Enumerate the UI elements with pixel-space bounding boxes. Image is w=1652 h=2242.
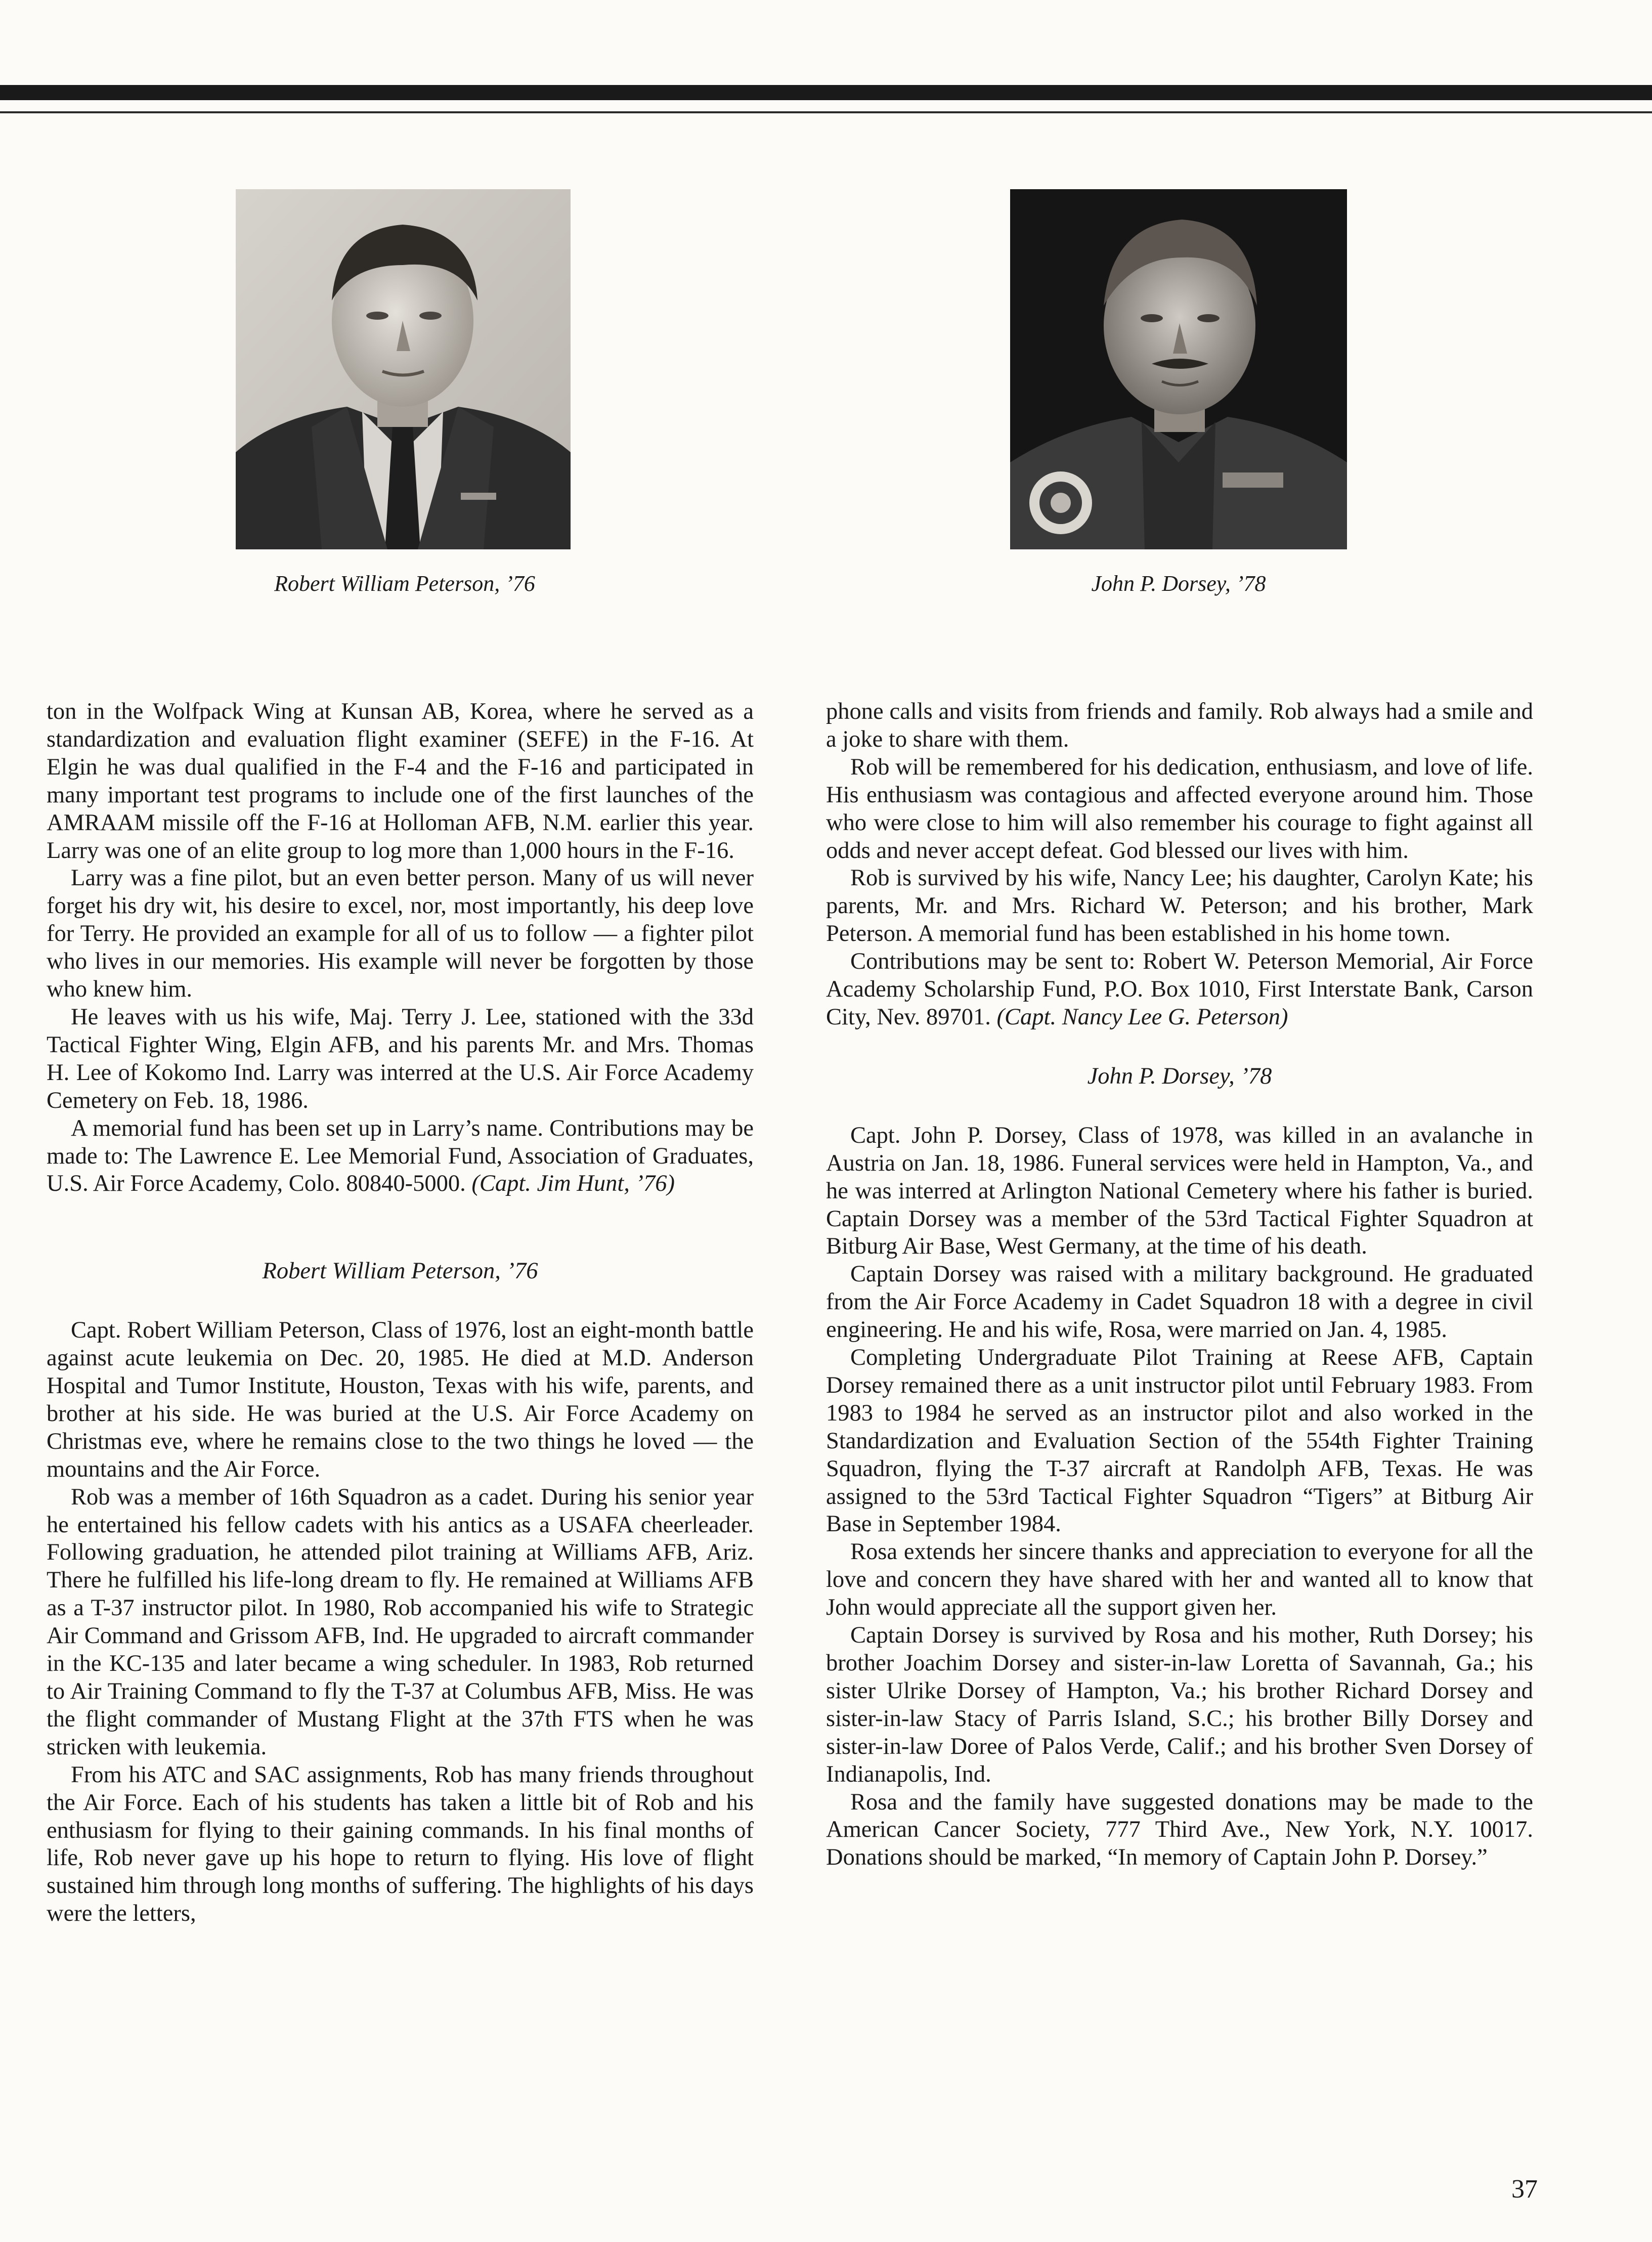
peterson-author-signature: (Capt. Nancy Lee G. Peterson) xyxy=(996,1004,1288,1030)
peterson-memorial-text: Contributions may be sent to: Robert W. Peterson Memorial, Air Force Academy Scholarship Fund, P.O. Box 1010, First Interstate Bank, Carson City, Nev. 89701. xyxy=(826,948,1533,1030)
top-rule-thin xyxy=(0,111,1652,113)
right-column xyxy=(826,698,1533,1872)
lee-obituary-paragraph: ton in the Wolfpack Wing at Kunsan AB, Korea, where he served as a standardization and evaluation flight examiner (SEFE) in the F-16. At Elgin he was dual qualified in the F-4 and the F-16 and participated in many important test programs to include one of the first launches of the AMRAAM missile off the F-16 at Holloman AFB, N.M. earlier this year. Larry was one of an elite group to log more than 1,000 hours in the F-16. xyxy=(47,699,754,864)
photo-caption-peterson: Robert William Peterson, ’76 xyxy=(274,571,535,596)
obituary-heading-peterson: Robert William Peterson, ’76 xyxy=(262,1258,538,1284)
portrait-photo-dorsey xyxy=(1010,189,1347,549)
lee-obituary-paragraph xyxy=(47,1115,754,1198)
peterson-obituary-paragraph: From his ATC and SAC assignments, Rob has many friends throughout the Air Force. Each of his students has taken a little bit of Rob and his enthusiasm for flying to their gaining commands. In his final months of life, Rob never gave up his hope to return to flying. His love of flight sustained him through long months of suffering. The highlights of his days were the letters, xyxy=(47,1761,754,1927)
dorsey-obituary-paragraph: Captain Dorsey is survived by Rosa and his mother, Ruth Dorsey; his brother Joachim Dorsey and sister-in-law Loretta of Savannah, Ga.; his sister Ulrike Dorsey of Hampton, Va.; his brother Richard Dorsey and sister-in-law Stacy of Parris Island, S.C.; his brother Billy Dorsey and sister-in-law Doree of Palos Verde, Calif.; and his brother Sven Dorsey of Indianapolis, Ind. xyxy=(826,1622,1533,1787)
peterson-obituary-paragraph: Rob will be remembered for his dedication, enthusiasm, and love of life. His enthusiasm was contagious and affected everyone around him. Those who were close to him will also remember his courage to fight against all odds and never accept defeat. God blessed our lives with him. xyxy=(826,754,1533,864)
peterson-obituary-paragraph xyxy=(826,948,1533,1031)
top-rule-thick xyxy=(0,85,1652,100)
lee-obituary-paragraph: Larry was a fine pilot, but an even better person. Many of us will never forget his dry wit, his desire to excel, nor, most importantly, his deep love for Terry. He provided an example for all of us to follow — a fighter pilot who lives in our memories. His example will never be forgotten by those who knew him. xyxy=(47,865,754,1003)
portrait-photo-peterson xyxy=(236,189,571,549)
page-number: 37 xyxy=(1511,2175,1538,2204)
photo-caption-dorsey: John P. Dorsey, ’78 xyxy=(1091,571,1266,596)
dorsey-obituary-paragraph: Rosa and the family have suggested donations may be made to the American Cancer Society, 777 Third Ave., New York, N.Y. 10017. Donations should be marked, “In memory of Captain John P. Dorsey.” xyxy=(826,1789,1533,1871)
dorsey-obituary-paragraph: Capt. John P. Dorsey, Class of 1978, was killed in an avalanche in Austria on Jan. 18, 1986. Funeral services were held in Hampton, Va., and he was interred at Arlington National Cemetery where his father is buried. Captain Dorsey was a member of the 53rd Tactical Fighter Squadron at Bitburg Air Base, West Germany, at the time of his death. xyxy=(826,1122,1533,1260)
peterson-obituary-paragraph: Capt. Robert William Peterson, Class of 1976, lost an eight-month battle against acute leukemia on Dec. 20, 1985. He died at M.D. Anderson Hospital and Tumor Institute, Houston, Texas with his wife, parents, and brother at his side. He was buried at the U.S. Air Force Academy on Christmas eve, where he remains close to the two things he loved — the mountains and the Air Force. xyxy=(47,1317,754,1482)
dorsey-obituary-paragraph: Rosa extends her sincere thanks and appreciation to everyone for all the love and concern they have shared with her and wanted all to know that John would appreciate all the support given her. xyxy=(826,1539,1533,1621)
peterson-obituary-paragraph: Rob was a member of 16th Squadron as a cadet. During his senior year he entertained his fellow cadets with his antics as a USAFA cheerleader. Following graduation, he attended pilot training at Williams AFB, Ariz. There he fulfilled his life-long dream to fly. He remained at Williams AFB as a T-37 instructor pilot. In 1980, Rob accompanied his wife to Strategic Air Command and Grissom AFB, Ind. He upgraded to aircraft commander in the KC-135 and later became a wing scheduler. In 1983, Rob returned to Air Training Command to fly the T-37 at Columbus AFB, Miss. He was the flight commander of Mustang Flight at the 37th FTS when he was stricken with leukemia. xyxy=(47,1484,754,1760)
peterson-obituary-paragraph: Rob is survived by his wife, Nancy Lee; his daughter, Carolyn Kate; his parents, Mr. and Mrs. Richard W. Peterson; and his brother, Mark Peterson. A memorial fund has been established in his home town. xyxy=(826,865,1533,947)
lee-obituary-paragraph: He leaves with us his wife, Maj. Terry J. Lee, stationed with the 33d Tactical Fighter Wing, Elgin AFB, and his parents Mr. and Mrs. Thomas H. Lee of Kokomo Ind. Larry was interred at the U.S. Air Force Academy Cemetery on Feb. 18, 1986. xyxy=(47,1004,754,1113)
lee-author-signature: (Capt. Jim Hunt, ’76) xyxy=(471,1171,675,1197)
left-column xyxy=(47,698,754,1928)
peterson-obituary-paragraph: phone calls and visits from friends and family. Rob always had a smile and a joke to share with them. xyxy=(826,699,1533,752)
dorsey-obituary-paragraph: Completing Undergraduate Pilot Training at Reese AFB, Captain Dorsey remained there as a unit instructor pilot until February 1983. From 1983 to 1984 he served as an instructor pilot and also worked in the Standardization and Evaluation Section of the 554th Fighter Training Squadron, flying the T-37 aircraft at Randolph AFB, Texas. He was assigned to the 53rd Tactical Fighter Squadron “Tigers” at Bitburg Air Base in September 1984. xyxy=(826,1345,1533,1537)
lee-memorial-text: A memorial fund has been set up in Larry’s name. Contributions may be made to: The Lawrence E. Lee Memorial Fund, Association of Graduates, U.S. Air Force Academy, Colo. 80840-5000. xyxy=(47,1115,754,1197)
obituary-heading-dorsey: John P. Dorsey, ’78 xyxy=(1087,1063,1272,1089)
dorsey-obituary-paragraph: Captain Dorsey was raised with a military background. He graduated from the Air Force Academy in Cadet Squadron 18 with a degree in civil engineering. He and his wife, Rosa, were married on Jan. 4, 1985. xyxy=(826,1261,1533,1343)
